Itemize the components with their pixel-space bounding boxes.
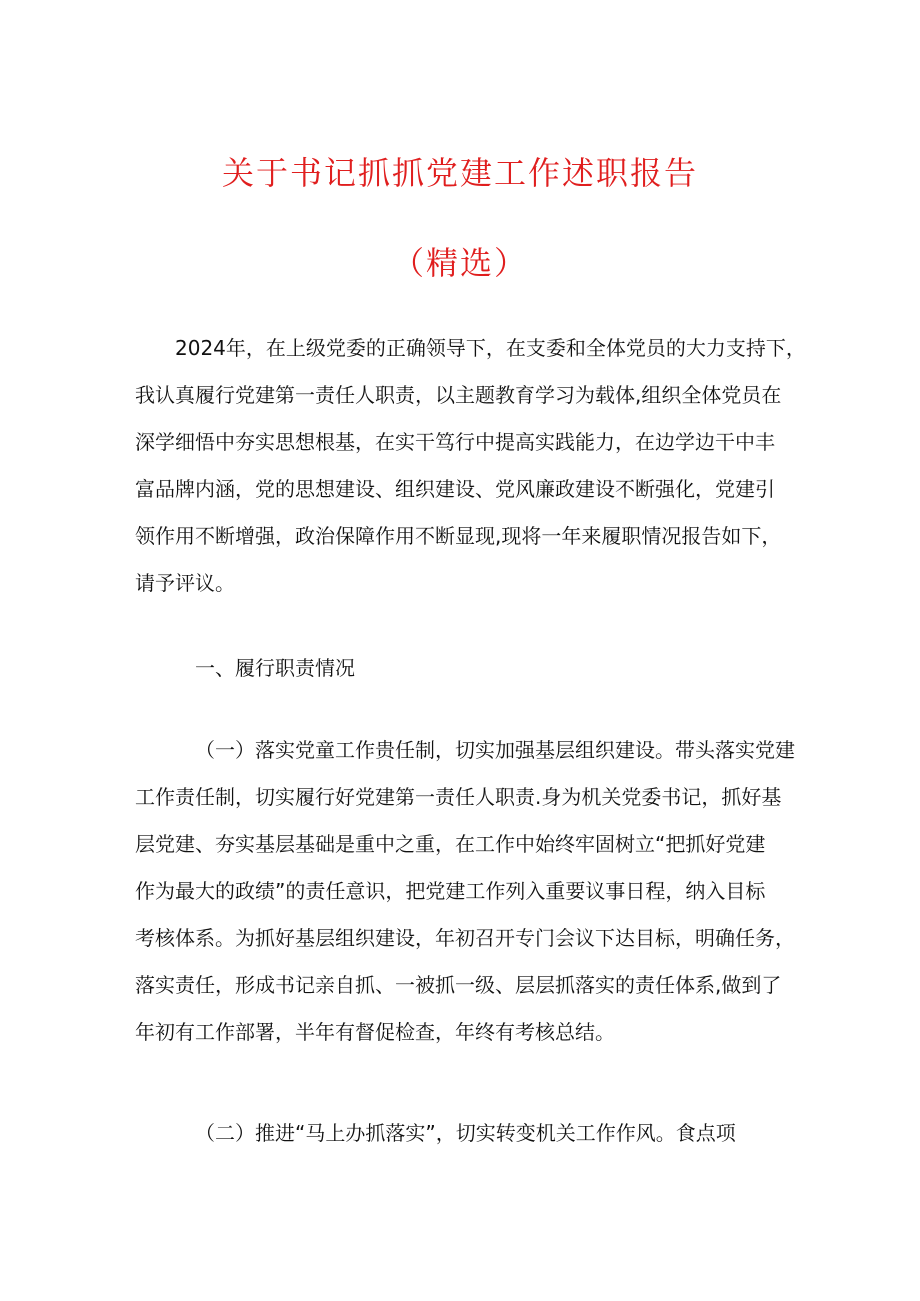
text-line: 考核体系。为抓好基层组织建设，年初召开专门会议下达目标，明确任务， [135, 926, 795, 950]
document-subtitle: （精选） [391, 244, 528, 282]
section-heading-text: 一、履行职责情况 [195, 656, 355, 680]
text-line: 领作用不断增强，政治保障作用不断显现,现将一年来履职情况报告如下， [135, 524, 782, 548]
text-line: 富品牌内涵，党的思想建设、组织建设、党风廉政建设不断强化，党建引 [135, 477, 775, 501]
text-line: 层党建、夯实基层基础是重中之重，在工作中始终牢固树立“把抓好党建 [135, 832, 766, 856]
text-line: 请予评议。 [135, 571, 235, 595]
text-line: 2024年，在上级党委的正确领导下，在支委和全体党员的大力支持下， [175, 336, 806, 360]
text-line: 工作责任制，切实履行好党建第一责任人职责.身为机关党委书记，抓好基 [135, 785, 782, 809]
document-title: 关于书记抓抓党建工作述职报告 [221, 154, 698, 192]
text-line: （二）推进“马上办抓落实”，切实转变机关工作作风。食点项 [195, 1121, 736, 1145]
text-line: 深学细悟中夯实思想根基，在实干笃行中提高实践能力，在边学边干中丰 [135, 430, 775, 454]
paragraph-section-1-1 [135, 727, 795, 1056]
section-heading-1 [135, 645, 795, 692]
paragraph-section-1-2 [135, 1110, 795, 1157]
paragraph-intro [135, 325, 806, 607]
text-line: 年初有工作部署，半年有督促检查，年终有考核总结。 [135, 1020, 615, 1044]
text-line: 作为最大的政绩”的责任意识，把党建工作列入重要议事日程，纳入目标 [135, 879, 766, 903]
text-line: 落实责任，形成书记亲自抓、一被抓一级、层层抓落实的责任体系,做到了 [135, 973, 782, 997]
text-line: 我认真履行党建第一责任人职责，以主题教育学习为载体,组织全体党员在 [135, 383, 782, 407]
text-line: （一）落实党童工作贵任制，切实加强基层组织建设。带头落实党建 [195, 738, 795, 762]
